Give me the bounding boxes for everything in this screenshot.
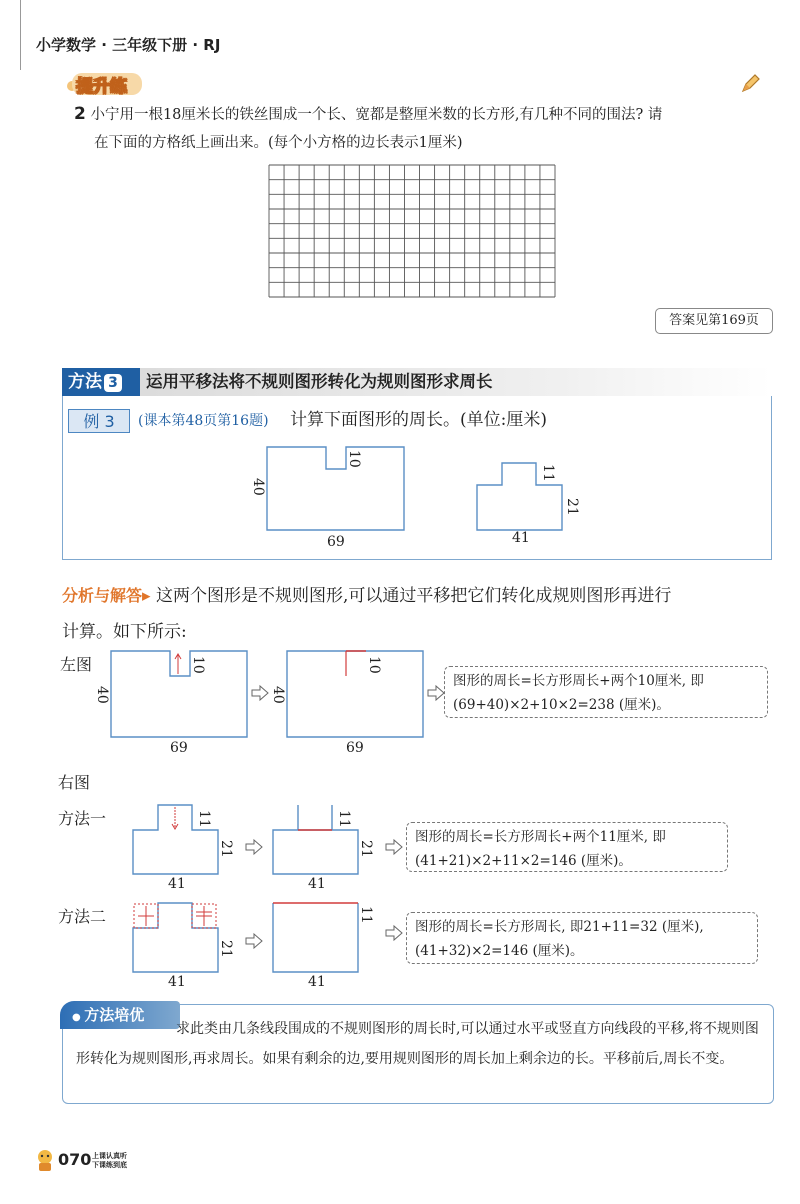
page-tag	[92, 1152, 127, 1170]
question-line2: 在下面的方格纸上画出来。(每个小方格的边长表示1厘米)	[94, 135, 463, 151]
pencil-icon	[740, 72, 762, 94]
grid-paper[interactable]	[268, 164, 556, 298]
m2-top-2: 11	[358, 906, 374, 924]
mascot-icon	[34, 1148, 56, 1172]
ex-right-top: 11	[540, 464, 556, 482]
question-number: 2	[74, 104, 86, 124]
m2-result-line2: (41+32)×2=146 (厘米)。	[415, 943, 584, 959]
ex-right-side: 21	[564, 498, 580, 516]
m2-bottom-1: 41	[168, 974, 186, 990]
method-number: 3	[104, 374, 122, 392]
analysis-line1: 这两个图形是不规则图形,可以通过平移把它们转化成规则图形再进行	[155, 586, 672, 606]
method-label	[62, 368, 140, 396]
m1-result-line2: (41+21)×2+11×2=146 (厘米)。	[415, 853, 632, 869]
left-result-line1: 图形的周长=长方形周长+两个10厘米, 即	[453, 673, 704, 689]
method-label-text: 方法	[68, 372, 102, 392]
analysis-arrow: ▸	[142, 586, 151, 606]
method1-label: 方法一	[58, 809, 107, 828]
left-notch-2: 10	[366, 656, 382, 674]
m1-bottom-2: 41	[308, 876, 326, 892]
ex-left-width: 69	[327, 534, 345, 550]
m2-transformed-figure	[272, 902, 362, 974]
ex-right-bottom: 41	[512, 530, 530, 546]
question-line1: 小宁用一根18厘米长的铁丝围成一个长、宽都是整厘米数的长方形,有几种不同的围法? 请	[90, 107, 663, 123]
left-h-2: 40	[270, 686, 286, 704]
m1-side-1: 21	[218, 840, 234, 858]
example-label: 例 3	[68, 409, 130, 433]
section-label	[64, 70, 160, 96]
left-transformed-figure	[286, 650, 426, 740]
m2-bottom-2: 41	[308, 974, 326, 990]
left-section-label: 左图	[60, 655, 93, 674]
left-w-1: 69	[170, 740, 188, 756]
method2-label: 方法二	[58, 907, 107, 926]
tip-label-text: 方法培优	[84, 1006, 145, 1024]
m1-bottom-1: 41	[168, 876, 186, 892]
tip-dot: ●	[72, 1012, 85, 1023]
analysis	[62, 578, 774, 650]
m1-result-line1: 图形的周长=长方形周长+两个11厘米, 即	[415, 829, 666, 845]
m1-top-1: 11	[196, 810, 212, 828]
left-notch-1: 10	[190, 656, 206, 674]
m2-side-1: 21	[218, 940, 234, 958]
page-tag-line1: 上课认真听	[92, 1152, 127, 1160]
right-section-label: 右图	[58, 773, 91, 792]
tip-text: 求此类由几条线段围成的不规则图形的周长时,可以通过水平或竖直方向线段的平移,将不规则图形转化为规则图形,再求周长。如果有剩余的边,要用规则图形的周长加上剩余边的长。平移前后,周长不变。	[76, 1021, 759, 1067]
example-source: (课本第48页第16题)	[138, 413, 269, 429]
arrow-icon	[244, 838, 264, 856]
left-original-figure	[110, 650, 250, 740]
page-tag-line2: 下课练到底	[92, 1161, 127, 1169]
arrow-icon	[384, 838, 404, 856]
arrow-icon	[250, 684, 270, 702]
m1-top-2: 11	[336, 810, 352, 828]
arrow-icon	[244, 932, 264, 950]
example-text: 计算下面图形的周长。(单位:厘米)	[290, 410, 547, 430]
m2-result-box	[406, 912, 758, 964]
question	[74, 100, 774, 157]
left-w-2: 69	[346, 740, 364, 756]
section-label-text: 提升练	[76, 77, 127, 97]
m1-result-box	[406, 822, 728, 872]
arrow-icon	[426, 684, 446, 702]
arrow-icon	[384, 924, 404, 942]
method-title: 运用平移法将不规则图形转化为规则图形求周长	[146, 372, 493, 391]
corner-mark	[20, 0, 21, 70]
analysis-line2: 计算。如下所示:	[62, 622, 187, 642]
left-result-line2: (69+40)×2+10×2=238 (厘米)。	[453, 697, 670, 713]
example-left-figure	[266, 446, 408, 532]
m2-original-figure	[132, 902, 222, 974]
m1-side-2: 21	[358, 840, 374, 858]
ex-left-notch: 10	[346, 450, 362, 468]
analysis-heading: 分析与解答	[62, 586, 143, 605]
ex-left-height: 40	[250, 478, 266, 496]
page-number: 070	[58, 1150, 92, 1169]
book-title: 小学数学 · 三年级下册 · RJ	[36, 36, 221, 54]
left-result-box	[444, 666, 768, 718]
answer-reference[interactable]: 答案见第169页	[655, 308, 773, 334]
left-h-1: 40	[94, 686, 110, 704]
m2-result-line1: 图形的周长=长方形周长, 即21+11=32 (厘米),	[415, 919, 704, 935]
